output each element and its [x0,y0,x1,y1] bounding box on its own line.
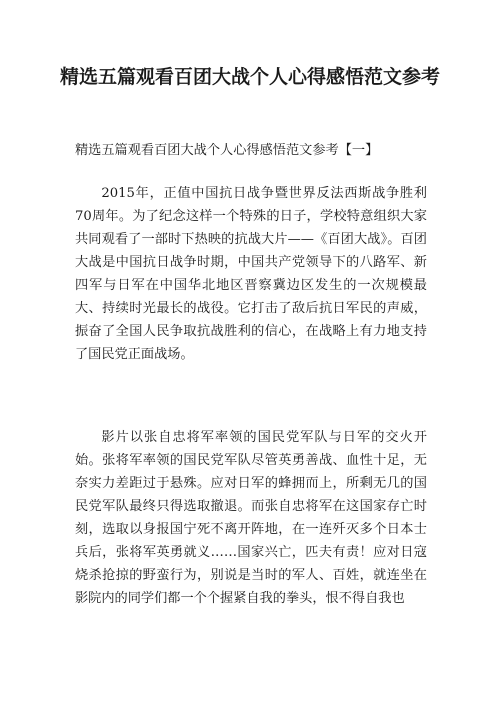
document-title: 精选五篇观看百团大战个人心得感悟范文参考 [60,66,441,88]
paragraph: 影片以张自忠将军率领的国民党军队与日军的交火开始。张将军率领的国民党军队尽管英勇善战、血性十足，无奈实力差距过于悬殊。应对日军的蜂拥而上，所剩无几的国民党军队最终只得选取撤退。而张自忠将军在这国家存亡时刻，选取以身报国宁死不离开阵地，在一连歼灭多个日本士兵后，张将军英勇就义……国家兴亡，匹夫有责！应对日寇烧杀抢掠的野蛮行为，别说是当时的军人、百姓，就连坐在影院内的同学们都一个个握紧自我的拳头，恨不得自我也 [75,430,427,606]
paragraph: 2015年，正值中国抗日战争暨世界反法西斯战争胜利70周年。为了纪念这样一个特殊的日子，学校特意组织大家共同观看了一部时下热映的抗战大片——《百团大战》。百团大战是中国抗日战争时期，中国共产党领导下的八路军、新四军与日军在中国华北地区晋察冀边区发生的一次规模最大、持续时光最长的战役。它打击了敌后抗日军民的声威，振奋了全国人民争取抗战胜利的信心，在战略上有力地支持了国民党正面战场。 [75,186,427,362]
section-heading: 精选五篇观看百团大战个人心得感悟范文参考【一】 [75,143,379,158]
